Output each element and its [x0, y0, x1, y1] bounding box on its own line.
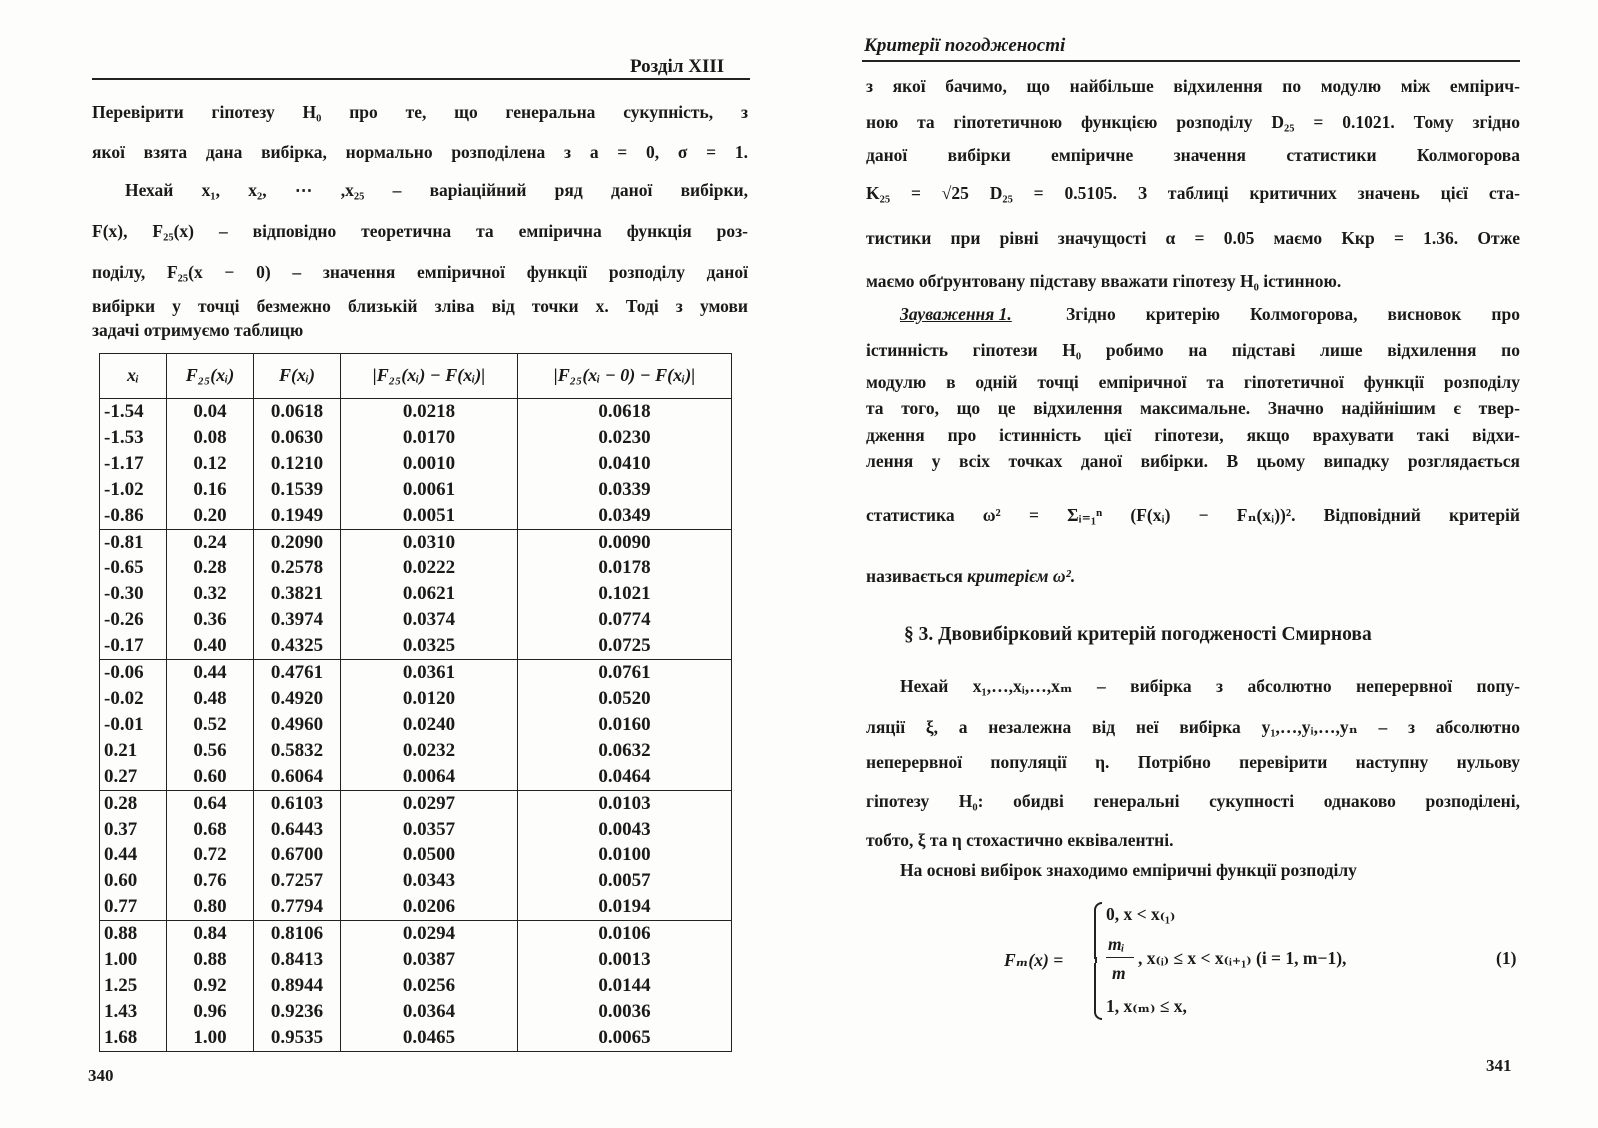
- table-cell: 0.0630: [254, 425, 341, 451]
- column-header: |F₂₅(xᵢ − 0) − F(xᵢ)|: [518, 354, 732, 399]
- table-row: [100, 712, 732, 738]
- table-cell: 0.3821: [254, 581, 341, 607]
- table-cell: 0.0230: [518, 425, 732, 451]
- table-cell: 0.0103: [518, 790, 732, 816]
- text-line: Нехай x₁,…,xᵢ,…,xₘ – вибірка з абсолютно неперервної попу-: [900, 676, 1520, 696]
- column-header: F(xᵢ): [254, 354, 341, 399]
- formula-case-2-denominator: m: [1112, 963, 1126, 983]
- kolmogorov-table: [99, 353, 732, 1052]
- text-line: тобто, ξ та η стохастично еквівалентні.: [866, 830, 1174, 850]
- table-cell: 0.0500: [341, 842, 518, 868]
- table-cell: 0.0465: [341, 1025, 518, 1051]
- text-line: Нехай x₁, x₂, ⋯ ,x₂₅ – варіаційний ряд даної вибірки,: [125, 180, 748, 200]
- table-cell: 0.77: [100, 894, 167, 920]
- table-cell: 0.80: [167, 894, 254, 920]
- table-cell: 0.4325: [254, 633, 341, 659]
- text-line: та того, що це відхилення максимальне. Значно надійнішим є твер-: [866, 398, 1520, 418]
- table-cell: 0.4960: [254, 712, 341, 738]
- table-row: [100, 842, 732, 868]
- table-cell: -0.01: [100, 712, 167, 738]
- table-cell: -0.06: [100, 660, 167, 686]
- table-cell: 0.0061: [341, 477, 518, 503]
- table-cell: 0.0170: [341, 425, 518, 451]
- table-cell: 0.8413: [254, 947, 341, 973]
- table-row: [100, 973, 732, 999]
- table-body: [100, 399, 732, 1052]
- table-cell: 1.43: [100, 999, 167, 1025]
- statistic-formula-line: статистика ω² = Σᵢ₌₁ⁿ (F(xᵢ) − Fₙ(xᵢ))². Відповідний критерій: [866, 505, 1520, 525]
- table-cell: 0.0632: [518, 738, 732, 764]
- table-cell: 0.3974: [254, 607, 341, 633]
- table-cell: 0.36: [167, 607, 254, 633]
- table-cell: 0.56: [167, 738, 254, 764]
- table-cell: 0.0218: [341, 399, 518, 425]
- table-cell: 0.96: [167, 999, 254, 1025]
- text-line: ною та гіпотетичною функцією розподілу D₂₅ = 0.1021. Тому згідно: [866, 112, 1520, 132]
- page-number-right: 341: [1486, 1056, 1512, 1075]
- table-cell: 0.0374: [341, 607, 518, 633]
- text-line: дження про істинність цієї гіпотези, якщо врахувати такі відхи-: [866, 425, 1520, 445]
- table-cell: 1.68: [100, 1025, 167, 1051]
- table-cell: 0.44: [100, 842, 167, 868]
- section-header: Критерії погодженості: [864, 35, 1066, 56]
- brace-icon: [1090, 902, 1098, 1020]
- table-cell: 0.60: [100, 868, 167, 894]
- table-cell: 0.04: [167, 399, 254, 425]
- table-cell: 0.08: [167, 425, 254, 451]
- table-cell: -0.65: [100, 555, 167, 581]
- page-number-left: 340: [88, 1066, 114, 1085]
- table-cell: 0.12: [167, 451, 254, 477]
- text-line: задачі отримуємо таблицю: [92, 320, 304, 340]
- table-cell: -1.54: [100, 399, 167, 425]
- text-line: якої взята дана вибірка, нормально розподілена з a = 0, σ = 1.: [92, 142, 748, 162]
- table-cell: 0.8944: [254, 973, 341, 999]
- table-cell: -0.02: [100, 686, 167, 712]
- fraction-bar: [1106, 957, 1134, 958]
- table-cell: 0.0357: [341, 817, 518, 843]
- remark-label-text: Зауваження 1.: [900, 304, 1012, 324]
- table-cell: -0.30: [100, 581, 167, 607]
- table-cell: 0.1021: [518, 581, 732, 607]
- table-cell: -0.26: [100, 607, 167, 633]
- table-row: [100, 1025, 732, 1051]
- table-row: [100, 451, 732, 477]
- table-cell: 0.0256: [341, 973, 518, 999]
- table-cell: -0.17: [100, 633, 167, 659]
- table-row: [100, 503, 732, 529]
- table-cell: 0.0618: [254, 399, 341, 425]
- table-row: [100, 894, 732, 920]
- text-line: [866, 565, 1075, 587]
- table-cell: 0.24: [167, 529, 254, 555]
- table-cell: 0.37: [100, 817, 167, 843]
- table-cell: 0.27: [100, 764, 167, 790]
- table-row: [100, 581, 732, 607]
- formula-case-1: 0, x < x₍₁₎: [1106, 904, 1176, 924]
- table-cell: -0.81: [100, 529, 167, 555]
- table-cell: 0.0387: [341, 947, 518, 973]
- formula-number: (1): [1496, 948, 1517, 968]
- table-cell: 0.16: [167, 477, 254, 503]
- table-cell: 0.0206: [341, 894, 518, 920]
- table-row: [100, 607, 732, 633]
- table-cell: 0.0349: [518, 503, 732, 529]
- table-cell: 0.9236: [254, 999, 341, 1025]
- chapter-header: Розділ XIII: [630, 56, 725, 77]
- table-row: [100, 425, 732, 451]
- table-cell: 0.2090: [254, 529, 341, 555]
- table-cell: 0.0464: [518, 764, 732, 790]
- table-cell: 0.0410: [518, 451, 732, 477]
- table-cell: -1.53: [100, 425, 167, 451]
- table-cell: 0.0160: [518, 712, 732, 738]
- header-rule: [862, 60, 1520, 62]
- table-cell: 0.28: [100, 790, 167, 816]
- table-cell: 0.0051: [341, 503, 518, 529]
- text-line: лення у всіх точках даної вибірки. В цьому випадку розглядається: [866, 451, 1520, 471]
- table-cell: 0.0222: [341, 555, 518, 581]
- table-cell: 1.25: [100, 973, 167, 999]
- criterion-term: критерієм ω².: [967, 566, 1076, 586]
- table-cell: 0.0013: [518, 947, 732, 973]
- table-cell: 0.0361: [341, 660, 518, 686]
- table-cell: 0.8106: [254, 921, 341, 947]
- table-cell: 0.0232: [341, 738, 518, 764]
- table-cell: 0.6443: [254, 817, 341, 843]
- table-cell: 0.0043: [518, 817, 732, 843]
- remark-label: [900, 303, 1012, 325]
- table-cell: 0.0621: [341, 581, 518, 607]
- table-row: [100, 764, 732, 790]
- text-line: з якої бачимо, що найбільше відхилення по модулю між емпірич-: [866, 76, 1520, 96]
- text-line: поділу, F₂₅(x − 0) – значення емпіричної функції розподілу даної: [92, 262, 748, 282]
- table-cell: -1.02: [100, 477, 167, 503]
- table-cell: 0.6103: [254, 790, 341, 816]
- table-cell: 1.00: [167, 1025, 254, 1051]
- table-cell: 0.0725: [518, 633, 732, 659]
- table-cell: 0.1210: [254, 451, 341, 477]
- table-cell: 0.0310: [341, 529, 518, 555]
- table-cell: 0.21: [100, 738, 167, 764]
- text-line: Згідно критерію Колмогорова, висновок про: [1066, 304, 1520, 324]
- table-row: [100, 529, 732, 555]
- table-cell: 0.68: [167, 817, 254, 843]
- called-prefix: називається: [866, 566, 968, 586]
- table-cell: 0.4761: [254, 660, 341, 686]
- table-cell: 0.0057: [518, 868, 732, 894]
- table-row: [100, 660, 732, 686]
- table-cell: 0.32: [167, 581, 254, 607]
- table-row: [100, 947, 732, 973]
- table-cell: 0.0774: [518, 607, 732, 633]
- header-rule: [92, 78, 750, 80]
- text-line: K₂₅ = √25 D₂₅ = 0.5105. З таблиці критичних значень цієї ста-: [866, 183, 1520, 203]
- table-cell: 0.0106: [518, 921, 732, 947]
- column-header: F₂₅(xᵢ): [167, 354, 254, 399]
- formula-lhs: Fₘ(x) =: [1004, 950, 1064, 970]
- table-cell: 0.6700: [254, 842, 341, 868]
- table-cell: 0.72: [167, 842, 254, 868]
- table-cell: 0.64: [167, 790, 254, 816]
- table-cell: 0.9535: [254, 1025, 341, 1051]
- table-row: [100, 868, 732, 894]
- text-line: F(x), F₂₅(x) – відповідно теоретична та емпірична функція роз-: [92, 221, 748, 241]
- table-cell: 0.0100: [518, 842, 732, 868]
- text-line: Перевірити гіпотезу H₀ про те, що генеральна сукупність, з: [92, 102, 748, 122]
- table-cell: 0.0178: [518, 555, 732, 581]
- text-line: тистики при рівні значущості α = 0.05 маємо Kкр = 1.36. Отже: [866, 228, 1520, 248]
- table-cell: 0.88: [100, 921, 167, 947]
- table-cell: 0.76: [167, 868, 254, 894]
- table-cell: 0.4920: [254, 686, 341, 712]
- table-cell: 0.7794: [254, 894, 341, 920]
- table-cell: 0.1949: [254, 503, 341, 529]
- table-cell: 0.0065: [518, 1025, 732, 1051]
- formula-case-2-numerator: mᵢ: [1108, 934, 1125, 954]
- table-cell: 0.0194: [518, 894, 732, 920]
- table-cell: 0.0297: [341, 790, 518, 816]
- table-cell: 0.0036: [518, 999, 732, 1025]
- table-cell: 0.28: [167, 555, 254, 581]
- column-header: xᵢ: [100, 354, 167, 399]
- table-cell: 0.48: [167, 686, 254, 712]
- text-line: неперервної популяції η. Потрібно перевірити наступну нульову: [866, 752, 1520, 772]
- table-cell: 0.0339: [518, 477, 732, 503]
- text-line: маємо обґрунтовану підставу вважати гіпотезу H₀ істинною.: [866, 271, 1342, 291]
- table-cell: -0.86: [100, 503, 167, 529]
- table-cell: 0.0325: [341, 633, 518, 659]
- table-row: [100, 555, 732, 581]
- text-line: вибірки у точці безмежно близькій зліва від точки x. Тоді з умови: [92, 296, 748, 316]
- column-header: |F₂₅(xᵢ) − F(xᵢ)|: [341, 354, 518, 399]
- text-line: істинність гіпотези H₀ робимо на підставі лише відхилення по: [866, 340, 1520, 360]
- table-cell: 0.44: [167, 660, 254, 686]
- table-header-row: [100, 354, 732, 399]
- table-cell: 0.0364: [341, 999, 518, 1025]
- text-line: модулю в одній точці емпіричної та гіпотетичної функції розподілу: [866, 372, 1520, 392]
- table-cell: 0.0010: [341, 451, 518, 477]
- text-line: даної вибірки емпіричне значення статистики Колмогорова: [866, 145, 1520, 165]
- text-line: гіпотезу H₀: обидві генеральні сукупності однаково розподілені,: [866, 791, 1520, 811]
- text-line: На основі вибірок знаходимо емпіричні функції розподілу: [900, 860, 1357, 880]
- table-cell: 0.0294: [341, 921, 518, 947]
- table-cell: 0.0761: [518, 660, 732, 686]
- table-cell: -1.17: [100, 451, 167, 477]
- table-cell: 0.5832: [254, 738, 341, 764]
- table-cell: 1.00: [100, 947, 167, 973]
- table-row: [100, 399, 732, 425]
- table-cell: 0.0120: [341, 686, 518, 712]
- table-cell: 0.0064: [341, 764, 518, 790]
- table-row: [100, 921, 732, 947]
- table-cell: 0.92: [167, 973, 254, 999]
- table-cell: 0.7257: [254, 868, 341, 894]
- table-cell: 0.20: [167, 503, 254, 529]
- table-cell: 0.0343: [341, 868, 518, 894]
- table-cell: 0.84: [167, 921, 254, 947]
- table-cell: 0.52: [167, 712, 254, 738]
- table-cell: 0.0090: [518, 529, 732, 555]
- table-cell: 0.40: [167, 633, 254, 659]
- table-row: [100, 999, 732, 1025]
- table-cell: 0.88: [167, 947, 254, 973]
- table-cell: 0.2578: [254, 555, 341, 581]
- table-row: [100, 738, 732, 764]
- table-row: [100, 477, 732, 503]
- text-line: ляції ξ, а незалежна від неї вибірка y₁,…,yᵢ,…,yₙ – з абсолютно: [866, 717, 1520, 737]
- formula-case-3: 1, x₍ₘ₎ ≤ x,: [1106, 996, 1187, 1016]
- table-cell: 0.0240: [341, 712, 518, 738]
- table-cell: 0.6064: [254, 764, 341, 790]
- table-row: [100, 790, 732, 816]
- table-cell: 0.0520: [518, 686, 732, 712]
- table-cell: 0.60: [167, 764, 254, 790]
- table-row: [100, 686, 732, 712]
- table-cell: 0.0144: [518, 973, 732, 999]
- table-cell: 0.1539: [254, 477, 341, 503]
- table-row: [100, 633, 732, 659]
- section-title: § 3. Двовибірковий критерій погодженості Смирнова: [904, 624, 1372, 645]
- table-cell: 0.0618: [518, 399, 732, 425]
- formula-case-2-condition: , x₍ᵢ₎ ≤ x < x₍ᵢ₊₁₎ (i = 1, m−1),: [1138, 948, 1347, 968]
- table-row: [100, 817, 732, 843]
